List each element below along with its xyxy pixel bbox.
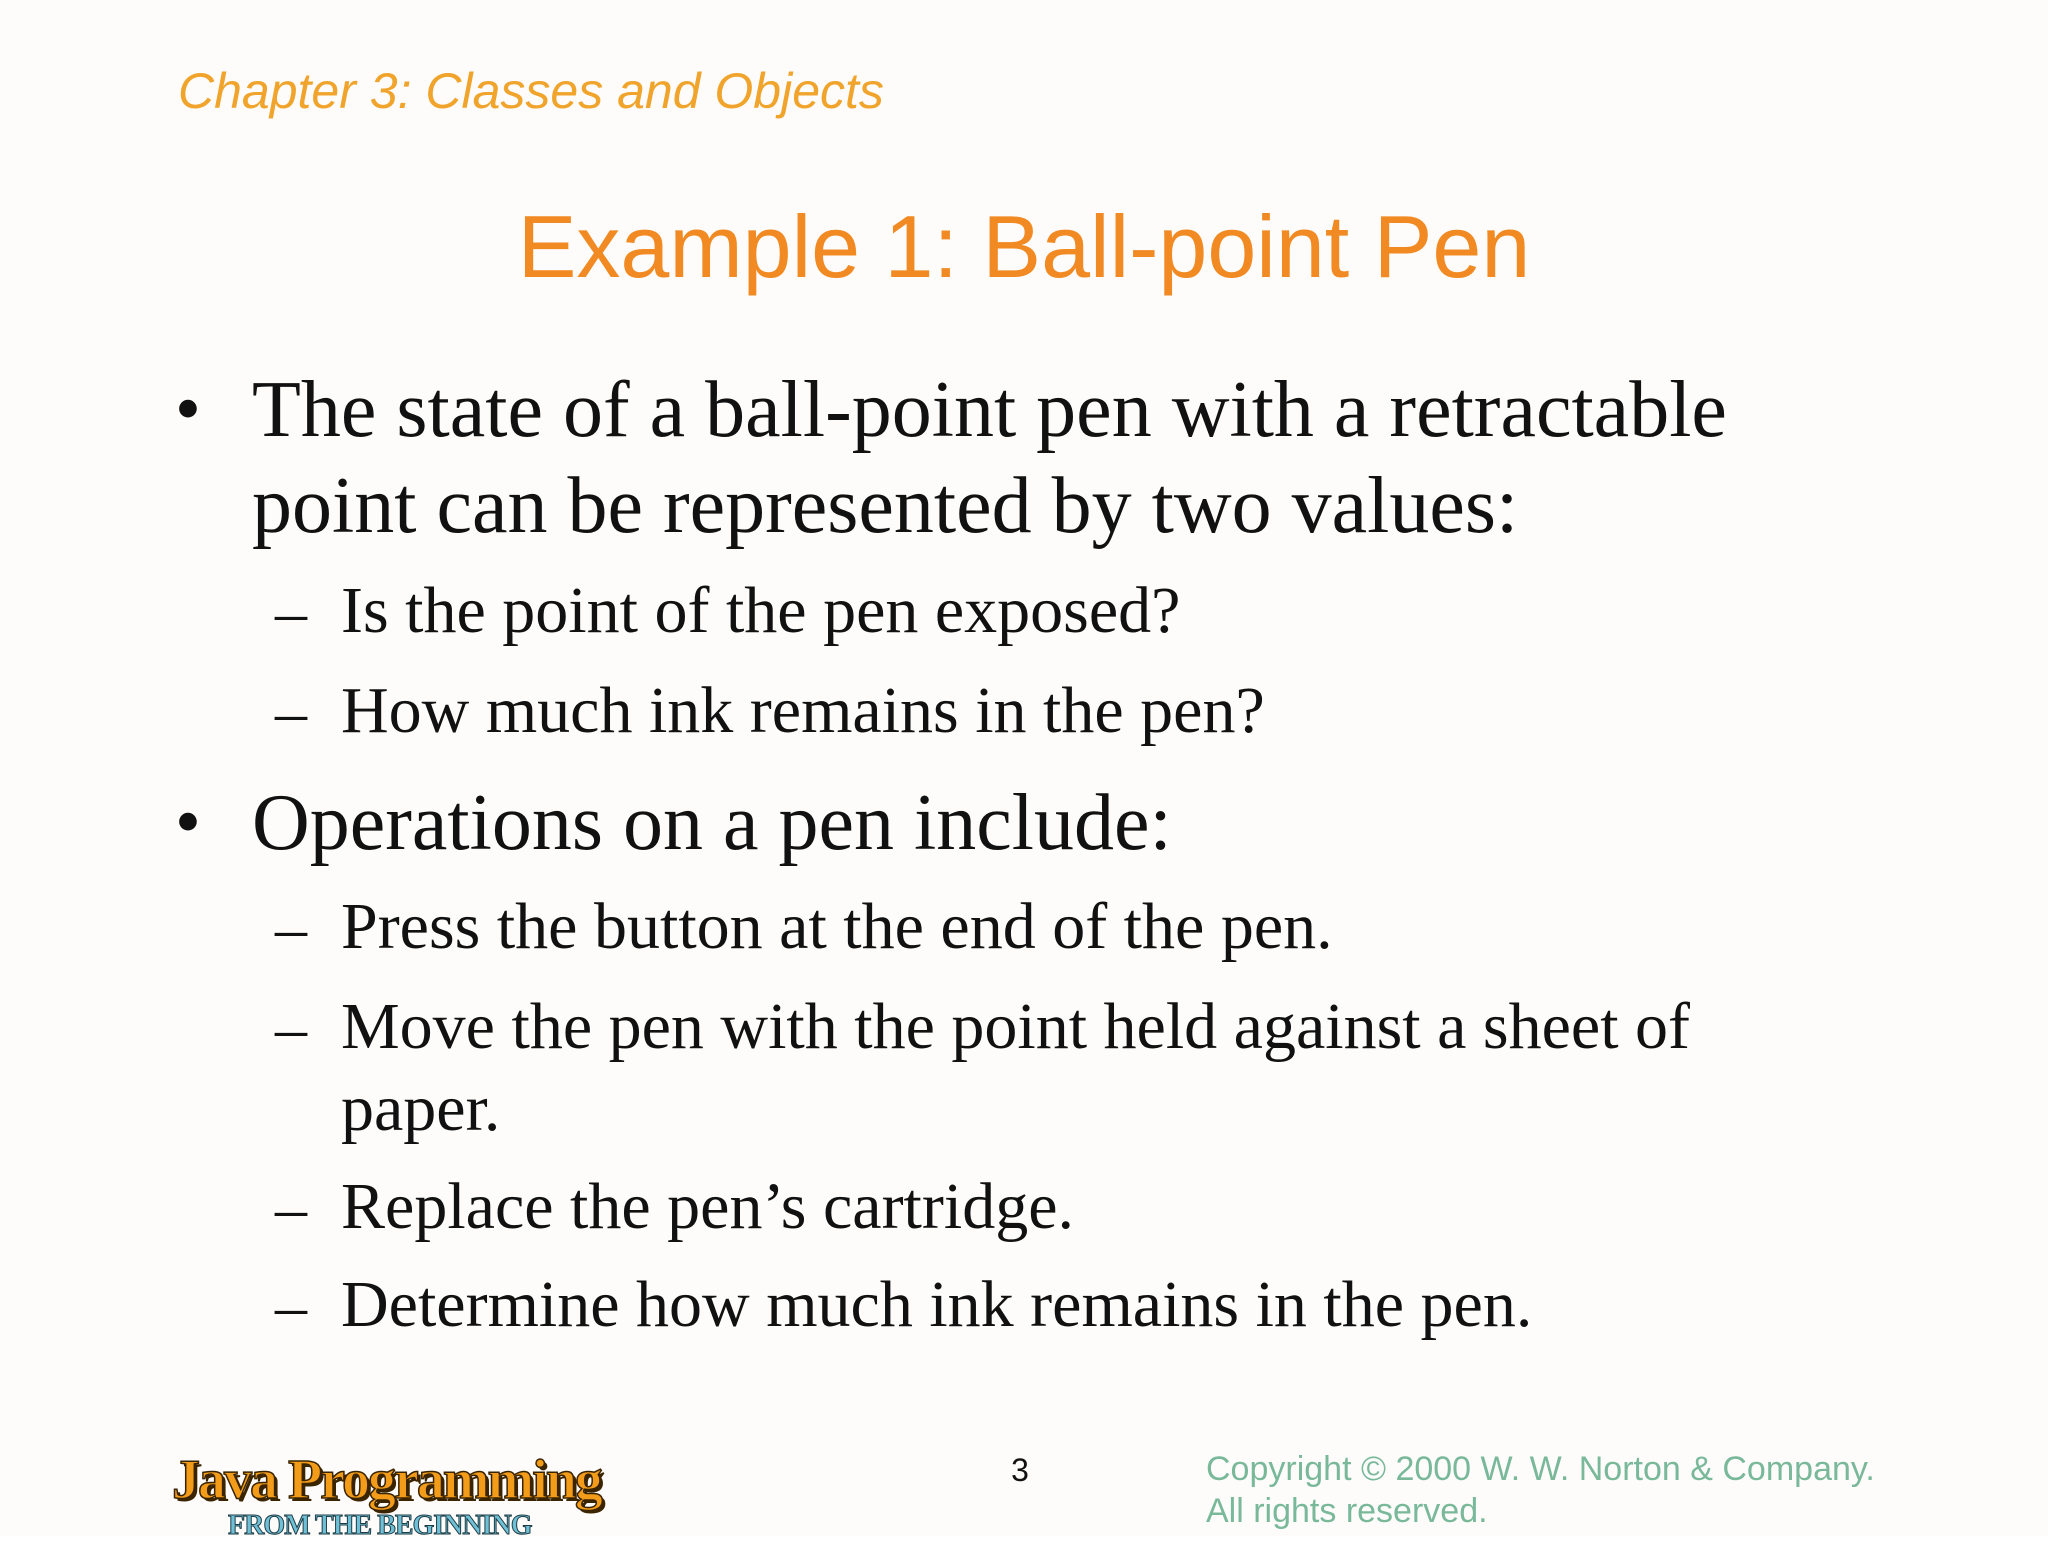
bullet-text-line: The state of a ball-point pen with a retractable (252, 366, 1727, 454)
book-logo (172, 1448, 692, 1541)
logo-subtitle: FROM THE BEGINNING (228, 1510, 532, 1541)
subitem-text: Replace the pen’s cartridge. (341, 1170, 1074, 1243)
dash-icon: – (275, 676, 307, 747)
dash-icon: – (275, 892, 307, 963)
dash-icon: – (275, 576, 307, 647)
bullet-text-line: Operations on a pen include: (252, 779, 1172, 867)
subitem-text: How much ink remains in the pen? (341, 674, 1265, 747)
dash-icon: – (275, 1172, 307, 1243)
subitem-text: Is the point of the pen exposed? (341, 574, 1181, 647)
page-number: 3 (1011, 1452, 1029, 1488)
subitem-text: Press the button at the end of the pen. (341, 890, 1333, 963)
subitem-text: paper. (341, 1072, 501, 1145)
copyright-notice (1206, 1448, 1875, 1532)
copyright-line: Copyright © 2000 W. W. Norton & Company. (1206, 1450, 1875, 1488)
subitem-text: Determine how much ink remains in the pen. (341, 1268, 1533, 1341)
bullet-icon: • (175, 368, 201, 450)
subitem-text: Move the pen with the point held against a sheet of (341, 990, 1691, 1063)
chapter-heading: Chapter 3: Classes and Objects (178, 63, 884, 119)
slide-title: Example 1: Ball-point Pen (517, 197, 1531, 296)
dash-icon: – (275, 992, 307, 1063)
bullet-text-line: point can be represented by two values: (252, 462, 1519, 550)
copyright-line: All rights reserved. (1206, 1492, 1488, 1530)
dash-icon: – (275, 1270, 307, 1341)
logo-title: Java Programming (172, 1449, 601, 1511)
bullet-icon: • (175, 781, 201, 863)
